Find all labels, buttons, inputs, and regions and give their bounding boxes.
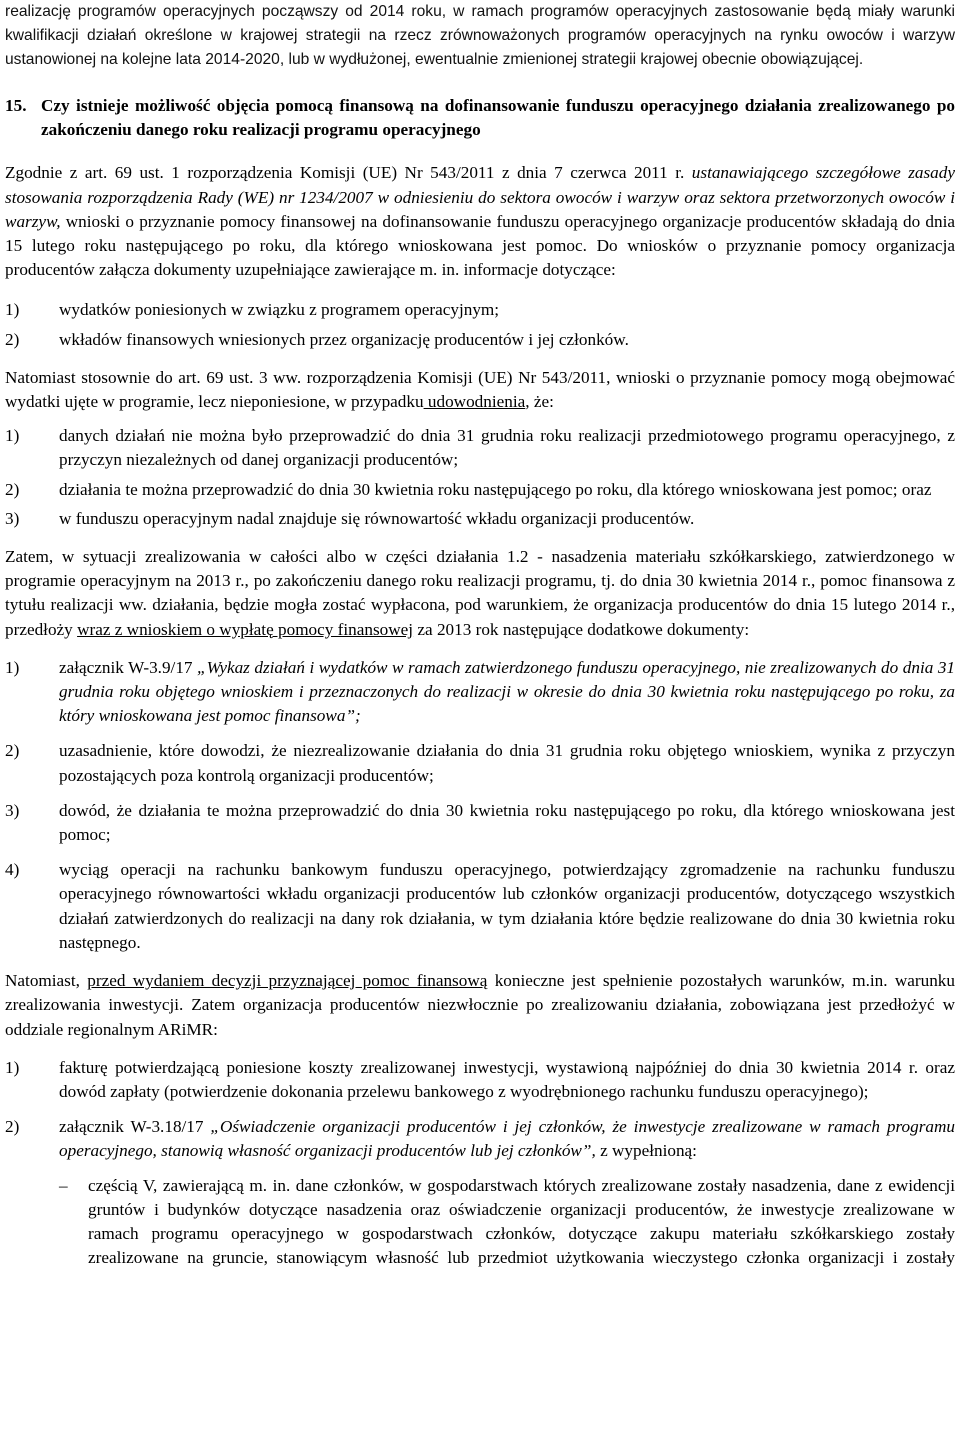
answer-paragraph-4: Natomiast, przed wydaniem decyzji przyznającej pomoc finansową konieczne jest spełnienie pozostałych warunków, m.in. warunku zrealizowania inwestycji. Zatem organizacja producentów niezwłocznie po zrealizowaniu działania, zobowiązana jest przedłożyć w oddziale regionalnym ARiMR: — [5, 971, 955, 1039]
p1-end: wnioski o przyznanie pomocy finansowej na dofinansowanie funduszu operacyjnego organizacje producentów składają do dnia 15 lutego roku następującego po roku, dla którego wnioskowana jest pomoc. Do wniosków o przyznanie pomocy organizacja producentów załącza dokumenty uzupełniające zawierające m. in. informacje dotyczące: — [5, 211, 955, 280]
answer-paragraph-3: Zatem, w sytuacji zrealizowania w całości albo w części działania 1.2 - nasadzenia materiału szkółkarskiego, zatwierdzonego w programie operacyjnym na 2013 r., po zakończeniu danego roku realizacji programu, tj. do dnia 30 kwietnia 2014 r., pomoc finansowa z tytułu realizacji ww. działania, będzie mogła zostać wypłacona, pod warunkiem, że organizacja producentów do dnia 15 lutego 2014 r., przedłoży wraz z wnioskiem o wypłatę pomocy finansowej za 2013 rok następujące dodatkowe dokumenty: — [5, 547, 955, 639]
list-item: 2) załącznik W-3.18/17 „Oświadczenie organizacji producentów i jej członków, że inwestycje zrealizowane w ramach programu operacyjnego, stanowią własność organizacji producentów lub jej członków”, z wypełnioną: — [5, 1117, 955, 1161]
list-conditions — [5, 424, 955, 531]
list-documents-info — [5, 298, 955, 351]
question-heading — [5, 94, 955, 142]
list-item: 2) działania te można przeprowadzić do dnia 30 kwietnia roku następującego po roku, dla którego wnioskowana jest pomoc; oraz — [5, 479, 932, 499]
question-text: Czy istnieje możliwość objęcia pomocą finansową na dofinansowanie funduszu operacyjnego działania zrealizowanego po zakończeniu danego roku realizacji programu operacyjnego — [41, 96, 955, 140]
list-item: 2) uzasadnienie, które dowodzi, że niezrealizowanie działania do dnia 31 grudnia roku objętego wnioskiem, wynika z przyczyn pozostających poza kontrolą organizacji producentów; — [5, 741, 955, 785]
p1-italic: ustanawiającego szczegółowe zasady stosowania rozporządzenia Rady (WE) nr 1234/2007 w odniesieniu do sektora owoców i warzyw oraz sektora przetworzonych owoców i warzyw, — [5, 163, 955, 231]
underlined-text: przed wydaniem decyzji przyznającej pomoc finansową — [87, 971, 488, 991]
list-item: 3) dowód, że działania te można przeprowadzić do dnia 30 kwietnia roku następującego po roku, dla którego wnioskowana jest pomoc; — [5, 800, 955, 845]
answer-paragraph-1 — [5, 161, 955, 282]
list-item: 2) wkładów finansowych wniesionych przez organizację producentów i jej członków. — [5, 329, 629, 349]
underlined-text: wraz z wnioskiem o wypłatę pomocy finansowej — [77, 619, 414, 639]
p1-start: Zgodnie z art. 69 ust. 1 rozporządzenia Komisji (UE) Nr 543/2011 z dnia 7 czerwca 2011 r. — [5, 163, 692, 183]
question-number: 15. — [5, 96, 27, 115]
list-arimr-documents — [5, 1056, 955, 1164]
list-item: 1) fakturę potwierdzającą poniesione koszty zrealizowanej inwestycji, wystawioną najpóźniej do dnia 30 kwietnia 2014 r. oraz dowód zapłaty (potwierdzenie dokonania przelewu bankowego z wyodrębnionego rachunku funduszu operacyjnego); — [5, 1057, 955, 1101]
list-item: 1) danych działań nie można było przeprowadzić do dnia 31 grudnia roku realizacji przedmiotowego programu operacyjnego, z przyczyn niezależnych od danej organizacji producentów; — [5, 426, 955, 470]
list-item: 1) załącznik W-3.9/17 „Wykaz działań i wydatków w ramach zatwierdzonego funduszu operacyjnego, nie zrealizowanych do dnia 31 grudnia roku objętego wnioskiem i przeznaczonych do realizacji w okresie do dnia 30 kwietnia roku następującego po roku, za który wnioskowana jest pomoc finansowa”; — [5, 657, 956, 726]
list-additional-documents — [5, 656, 955, 955]
list-item: 3) w funduszu operacyjnym nadal znajduje się równowartość wkładu organizacji producentów. — [5, 508, 695, 528]
list-item: 1) wydatków poniesionych w związku z programem operacyjnym; — [5, 300, 500, 320]
intro-paragraph: realizację programów operacyjnych począwszy od 2014 roku, w ramach programów operacyjnych zastosowanie będą miały warunki kwalifikacji działań określone w krajowej strategii na rzecz zrównoważonych programów operacyjnych na rynku owoców i warzyw ustanowionej na kolejne lata 2014-2020, lub w wydłużonej, ewentualnie zmienionej strategii krajowej obecnie obowiązującej. — [5, 3, 955, 68]
list-item: – częścią V, zawierającą m. in. dane członków, w gospodarstwach których zrealizowane zostały nasadzenia, dane z ewidencji gruntów i budynków dotyczące nasadzenia oraz oświadczenie organizacji producentów, że inwestycje zrealizowane w ramach programu operacyjnego w gospodarstwach członków, dotyczące zakupu materiału szkółkarskiego zostały zrealizowane na gruncie, stanowiącym własność lub przedmiot użytkowania wieczystego członka organizacji i zostały — [59, 1175, 955, 1268]
answer-paragraph-2: Natomiast stosownie do art. 69 ust. 3 ww. rozporządzenia Komisji (UE) Nr 543/2011, wnioski o przyznanie pomocy mogą obejmować wydatki ujęte w programie, lecz nieponiesione, w przypadku udowodnienia, że: — [5, 367, 955, 412]
underlined-text: udowodnienia — [423, 392, 526, 412]
dash-list — [5, 1174, 955, 1271]
document-page — [5, 0, 955, 1270]
list-item: 4) wyciąg operacji na rachunku bankowym funduszu operacyjnego, potwierdzający zgromadzenie na rachunku funduszu operacyjnego równowartości wkładu organizacji producentów lub członków organizacji producentów, dotyczącego wszystkich działań zatwierdzonych do realizacji na dany rok działania, w tym działania które będzie realizowane do dnia 30 kwietnia roku następnego. — [5, 860, 955, 952]
